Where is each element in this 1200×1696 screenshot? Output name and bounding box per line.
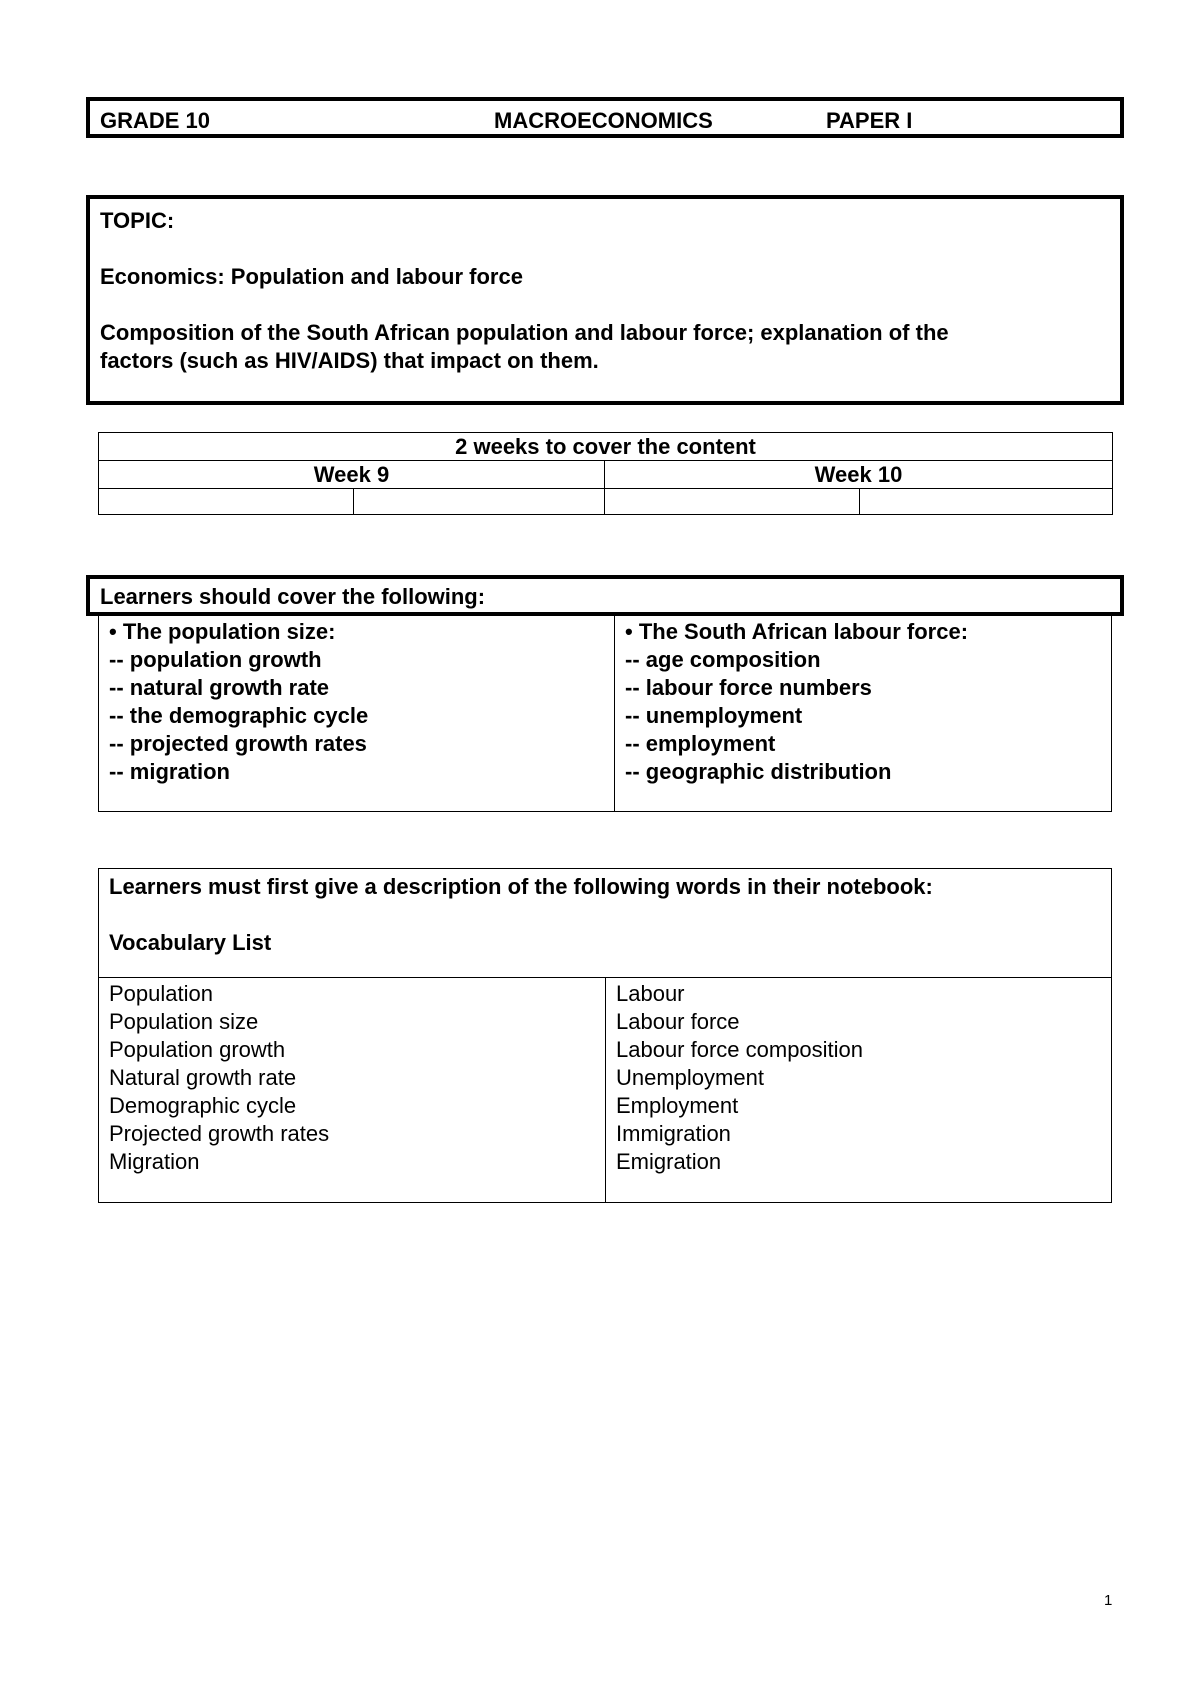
topic-label: TOPIC:	[100, 208, 175, 233]
week-10-header: Week 10	[605, 461, 1113, 489]
cover-heading: Learners should cover the following:	[86, 575, 1124, 616]
list-item: -- labour force numbers	[625, 675, 872, 700]
vocab-term: Population	[109, 981, 213, 1006]
grade-label: GRADE 10	[100, 108, 211, 133]
vocab-term: Projected growth rates	[109, 1121, 330, 1146]
list-item: -- the demographic cycle	[109, 703, 369, 728]
vocab-term: Migration	[109, 1149, 200, 1174]
vocab-term: Population growth	[109, 1037, 286, 1062]
list-item: -- natural growth rate	[109, 675, 330, 700]
week-9-header: Week 9	[99, 461, 605, 489]
vocab-term: Population size	[109, 1009, 259, 1034]
list-item: -- unemployment	[625, 703, 803, 728]
list-item: -- projected growth rates	[109, 731, 367, 756]
topic-description-line-2: factors (such as HIV/AIDS) that impact on them.	[100, 348, 599, 373]
vocabulary-instruction: Learners must first give a description of the following words in their notebook:	[109, 874, 933, 899]
vocabulary-column-labour	[606, 978, 1113, 1178]
vocab-term: Unemployment	[616, 1065, 764, 1090]
vocab-term: Labour force	[616, 1009, 740, 1034]
list-item: -- age composition	[625, 647, 821, 672]
list-item: -- population growth	[109, 647, 322, 672]
schedule-cell	[860, 489, 1113, 515]
topic-box	[86, 195, 1124, 405]
vocab-term: Labour force composition	[616, 1037, 864, 1062]
schedule-cell	[99, 489, 354, 515]
header-box	[86, 97, 1124, 138]
topic-title: Economics: Population and labour force	[100, 264, 523, 289]
schedule-cell	[605, 489, 860, 515]
vocab-term: Demographic cycle	[109, 1093, 297, 1118]
labour-force-topics	[615, 616, 1133, 788]
list-item: • The South African labour force:	[625, 619, 969, 644]
vocabulary-column-population	[99, 978, 606, 1202]
vocabulary-title: Vocabulary List	[109, 930, 272, 955]
list-item: -- geographic distribution	[625, 759, 892, 784]
schedule-cell	[354, 489, 605, 515]
list-item: -- employment	[625, 731, 776, 756]
population-topics	[99, 616, 615, 811]
list-item: • The population size:	[109, 619, 336, 644]
vocabulary-list	[98, 978, 1112, 1203]
vocab-term: Employment	[616, 1093, 739, 1118]
paper-label: PAPER I	[826, 108, 913, 133]
topic-description-line-1: Composition of the South African population and labour force; explanation of the	[100, 320, 949, 345]
schedule-title: 2 weeks to cover the content	[99, 433, 1113, 461]
vocab-term: Labour	[616, 981, 685, 1006]
vocab-term: Immigration	[616, 1121, 731, 1146]
list-item: -- migration	[109, 759, 230, 784]
subject-label: MACROECONOMICS	[494, 108, 713, 133]
schedule-table	[98, 432, 1113, 515]
vocab-term: Emigration	[616, 1149, 722, 1174]
vocab-term: Natural growth rate	[109, 1065, 297, 1090]
cover-content	[98, 616, 1112, 812]
vocabulary-heading	[98, 868, 1112, 978]
page-number: 1	[1104, 1592, 1113, 1609]
